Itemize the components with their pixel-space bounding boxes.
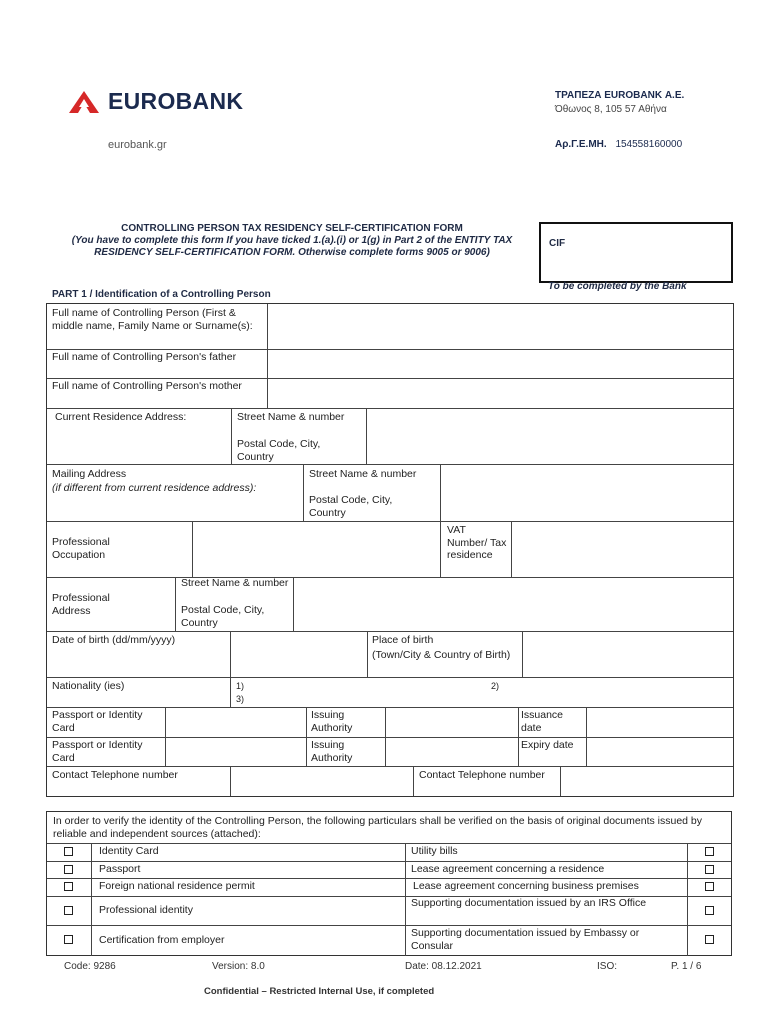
father-name-label: Full name of Controlling Person's father [52, 351, 237, 363]
occupation-input[interactable] [193, 522, 440, 577]
utility-bills-checkbox[interactable] [705, 847, 714, 856]
place-of-birth-note: (Town/City & Country of Birth) [372, 649, 511, 661]
contact-phone-label: Contact Telephone number [52, 769, 178, 781]
vat-label: VAT Number/ Tax residence [447, 524, 507, 561]
employer-certification-checkbox[interactable] [64, 935, 73, 944]
father-name-input[interactable] [268, 350, 733, 378]
passport-checkbox[interactable] [64, 865, 73, 874]
lease-business-checkbox[interactable] [705, 882, 714, 891]
gemh-label: Αρ.Γ.Ε.ΜΗ. [555, 139, 607, 150]
cif-label: CIF [549, 238, 566, 249]
logo-text: EUROBANK [108, 88, 244, 114]
nationality-2-label: 2) [491, 681, 500, 691]
confidential-notice: Confidential – Restricted Internal Use, if completed [204, 986, 435, 997]
doc-lease-residence: Lease agreement concerning a residence [411, 863, 605, 875]
mailing-street-label: Street Name & number [309, 468, 417, 480]
mailing-address-input[interactable] [441, 465, 733, 521]
identity-card-checkbox[interactable] [64, 847, 73, 856]
current-address-label: Current Residence Address: [55, 411, 187, 423]
expiry-date-input[interactable] [587, 738, 733, 766]
identification-table [46, 303, 734, 797]
passport-2-label: Passport or Identity Card [52, 739, 143, 764]
postal-city-label: Postal Code, City, Country [237, 438, 321, 463]
doc-identity-card: Identity Card [99, 845, 159, 857]
passport-label: Passport or Identity Card [52, 709, 143, 734]
prof-street-label: Street Name & number [181, 577, 289, 589]
footer-date: Date: 08.12.2021 [405, 961, 482, 972]
professional-address-input[interactable] [294, 578, 733, 631]
prof-postal-label: Postal Code, City, Country [181, 604, 265, 629]
passport-number-2-input[interactable] [166, 738, 306, 766]
doc-utility-bills: Utility bills [411, 845, 458, 857]
contact-phone-2-label: Contact Telephone number [419, 769, 545, 781]
footer-page: P. 1 / 6 [671, 961, 702, 972]
vat-input[interactable] [512, 522, 733, 577]
passport-number-input[interactable] [166, 708, 306, 737]
footer-code: Code: 9286 [64, 961, 116, 972]
doc-employer-certification: Certification from employer [99, 934, 225, 946]
occupation-label: Professional Occupation [52, 536, 110, 561]
bank-name: ΤΡΑΠΕΖΑ EUROBANK Α.Ε. [555, 90, 685, 101]
cif-box[interactable] [539, 222, 733, 283]
doc-residence-permit: Foreign national residence permit [99, 880, 255, 892]
issuing-authority-2-input[interactable] [386, 738, 518, 766]
contact-phone-2-input[interactable] [561, 767, 733, 796]
full-name-label: Full name of Controlling Person (First & middle name, Family Name or Surname(s): [52, 307, 253, 332]
issuance-date-label: Issuance date [521, 709, 564, 734]
mailing-postal-label: Postal Code, City, Country [309, 494, 393, 519]
nationality-input[interactable] [247, 678, 477, 707]
current-address-input[interactable] [367, 409, 733, 464]
lease-residence-checkbox[interactable] [705, 865, 714, 874]
doc-professional-identity: Professional identity [99, 904, 193, 916]
professional-address-label: Professional Address [52, 592, 110, 617]
eurobank-logo-icon [68, 90, 100, 114]
irs-documentation-checkbox[interactable] [705, 906, 714, 915]
contact-phone-input[interactable] [231, 767, 413, 796]
expiry-date-label: Expiry date [521, 739, 574, 751]
dob-label: Date of birth (dd/mm/yyyy) [52, 634, 176, 646]
street-number-label: Street Name & number [237, 411, 345, 423]
mailing-address-label: Mailing Address [52, 468, 127, 480]
nationality-3-label: 3) [236, 694, 245, 704]
issuing-authority-label: Issuing Authority [311, 709, 353, 734]
form-title-block [52, 223, 532, 259]
issuing-authority-input[interactable] [386, 708, 518, 737]
form-title: CONTROLLING PERSON TAX RESIDENCY SELF-CERTIFICATION FORM [121, 223, 463, 234]
footer-version: Version: 8.0 [212, 961, 265, 972]
gemh-registration [555, 139, 682, 150]
documents-table [46, 811, 732, 956]
gemh-number: 154558160000 [615, 139, 683, 150]
doc-irs-documentation: Supporting documentation issued by an IRS Office [411, 897, 647, 909]
dob-input[interactable] [231, 632, 367, 677]
doc-embassy-documentation: Supporting documentation issued by Embassy or Consular [411, 927, 640, 952]
part1-title: PART 1 / Identification of a Controlling Person [52, 289, 271, 300]
website-text: eurobank.gr [108, 139, 167, 151]
full-name-input[interactable] [268, 304, 733, 349]
issuing-authority-2-label: Issuing Authority [311, 739, 353, 764]
place-of-birth-input[interactable] [523, 632, 733, 677]
bank-address: Όθωνος 8, 105 57 Αθήνα [555, 104, 667, 115]
professional-identity-checkbox[interactable] [64, 906, 73, 915]
mailing-address-note: (if different from current residence address): [52, 482, 257, 494]
mother-name-input[interactable] [268, 379, 733, 408]
doc-passport: Passport [99, 863, 141, 875]
place-of-birth-label: Place of birth [372, 634, 434, 646]
eurobank-logo [68, 88, 243, 115]
nationality-label: Nationality (ies) [52, 680, 125, 692]
footer-iso: ISO: [597, 961, 618, 972]
bank-note: To be completed by the Bank [548, 281, 687, 292]
mother-name-label: Full name of Controlling Person's mother [52, 380, 242, 392]
nationality-1-label: 1) [236, 681, 245, 691]
documents-intro: In order to verify the identity of the Controlling Person, the following particulars shall be verified on the basis of original documents issued by reliable and independent sources (attached): [53, 815, 703, 840]
residence-permit-checkbox[interactable] [64, 882, 73, 891]
doc-lease-business: Lease agreement concerning business premises [413, 880, 639, 892]
embassy-documentation-checkbox[interactable] [705, 935, 714, 944]
form-subtitle: (You have to complete this form If you have ticked 1.(a).(i) or 1(g) in Part 2 of the ENTITY TAX RESIDENCY SELF-CERTIFICATION FORM. Otherwise complete forms 9005 or 9006) [71, 235, 513, 258]
issuance-date-input[interactable] [587, 708, 733, 737]
